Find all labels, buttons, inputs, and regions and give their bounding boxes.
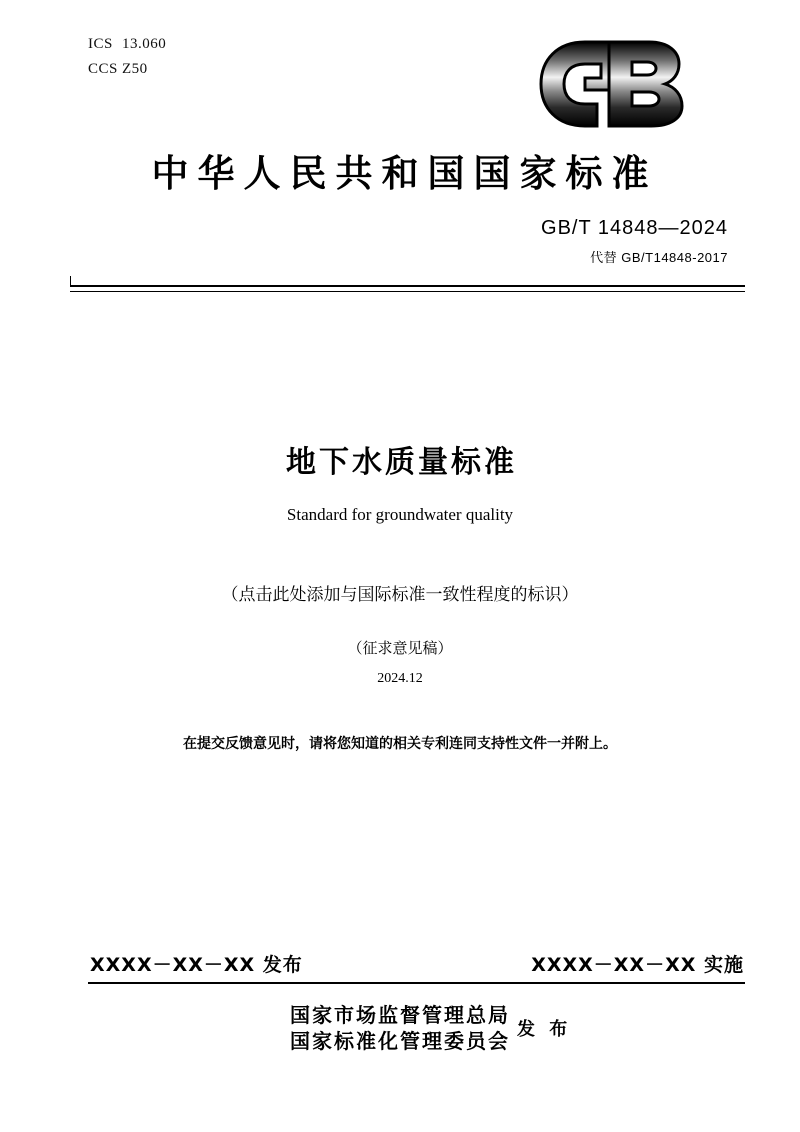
effective-date: XXXX－XX－XX 实施 bbox=[531, 954, 744, 976]
document-title-cn: 地下水质量标准 bbox=[286, 445, 517, 480]
classification-block bbox=[88, 32, 166, 82]
header-rule-thick bbox=[70, 285, 745, 287]
ccs-label: CCS bbox=[88, 61, 118, 77]
ics-line bbox=[88, 32, 166, 57]
issue-date: XXXX－XX－XX 发布 bbox=[90, 954, 303, 976]
ics-label: ICS bbox=[88, 36, 113, 52]
standard-replaces: 代替 GB/T14848-2017 bbox=[590, 250, 728, 265]
ics-value: 13.060 bbox=[122, 36, 167, 52]
publish-label: 发 布 bbox=[517, 1019, 572, 1040]
issuer-line-1: 国家市场监督管理总局 bbox=[290, 1003, 510, 1027]
issuer-block bbox=[0, 1002, 800, 1054]
international-identity-note: （点击此处添加与国际标准一致性程度的标识） bbox=[221, 585, 579, 605]
footer-rule bbox=[88, 982, 745, 984]
header-rule-thin bbox=[70, 291, 745, 292]
gb-logo-icon bbox=[527, 38, 692, 130]
draft-date: 2024.12 bbox=[377, 671, 423, 686]
standard-number: GB/T 14848—2024 bbox=[541, 217, 728, 239]
ccs-line bbox=[88, 57, 166, 82]
national-standard-title: 中华人民共和国国家标准 bbox=[151, 152, 658, 195]
issuer-line-2: 国家标准化管理委员会 bbox=[290, 1029, 510, 1053]
ccs-value: Z50 bbox=[122, 61, 148, 77]
draft-stage-label: （征求意见稿） bbox=[347, 639, 453, 657]
patent-notice: 在提交反馈意见时，请将您知道的相关专利连同支持性文件一并附上。 bbox=[183, 736, 617, 752]
document-title-en: Standard for groundwater quality bbox=[286, 505, 514, 524]
